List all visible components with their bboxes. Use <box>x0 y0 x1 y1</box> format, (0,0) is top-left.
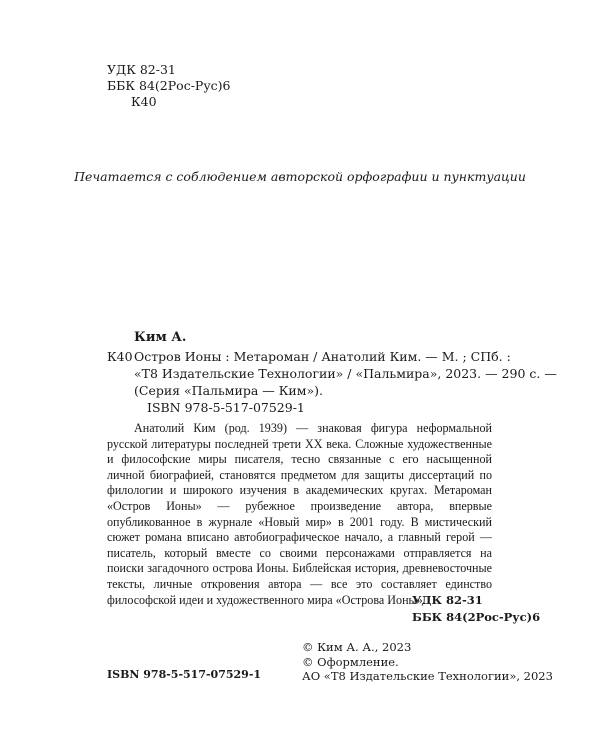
classification-bottom <box>412 592 540 626</box>
record-line-isbn: ISBN 978-5-517-07529-1 <box>147 400 305 415</box>
bbk-code-bottom: ББК 84(2Рос-Рус)6 <box>412 610 541 624</box>
udk-code-bottom: УДК 82-31 <box>412 593 483 607</box>
classification-top <box>107 62 231 110</box>
record-author: Ким А. <box>134 330 187 345</box>
record-line-publisher: «Т8 Издательские Технологии» / «Пальмира», 2023. — 290 с. — <box>134 366 557 381</box>
spelling-notice: Печатается с соблюдением авторской орфографии и пунктуации <box>74 169 526 184</box>
record-line-series: (Серия «Пальмира — Ким»). <box>134 383 323 398</box>
record-author-mark: К40 <box>107 349 133 364</box>
annotation-text: Анатолий Ким (род. 1939) — знаковая фигура неформальной русской литературы последней трети XX века. Сложные художественные и философские миры писателя, тесно связанные с его насыщенной личной биографией, становятся предметом для защиты диссертаций по филологии и широкого изучения в академических кругах. Метароман «Остров Ионы» — рубежное произведение автора, впервые опубликованное в журнале «Новый мир» в 2001 году. В мистический сюжет романа вписано автобиографическое начало, а главный герой — писатель, который вместе со своими персонажами отправляется на поиски загадочного острова Ионы. Библейская история, древневосточные тексты, личные откровения автора — все это составляет единство философской идеи и художественного мира «Острова Ионы». <box>107 421 492 607</box>
annotation <box>107 421 492 608</box>
copyright-design: © Оформление. <box>302 654 399 669</box>
copyright-block <box>302 640 553 684</box>
copyright-publisher: АО «Т8 Издательские Технологии», 2023 <box>302 669 553 683</box>
bbk-code: ББК 84(2Рос-Рус)6 <box>107 78 231 93</box>
udk-code: УДК 82-31 <box>107 62 176 77</box>
isbn-bottom: ISBN 978-5-517-07529-1 <box>107 668 262 681</box>
record-line-title: Остров Ионы : Метароман / Анатолий Ким. — М. ; СПб. : <box>134 349 511 364</box>
copyright-author: © Ким А. А., 2023 <box>302 640 412 654</box>
author-mark: К40 <box>131 94 157 109</box>
